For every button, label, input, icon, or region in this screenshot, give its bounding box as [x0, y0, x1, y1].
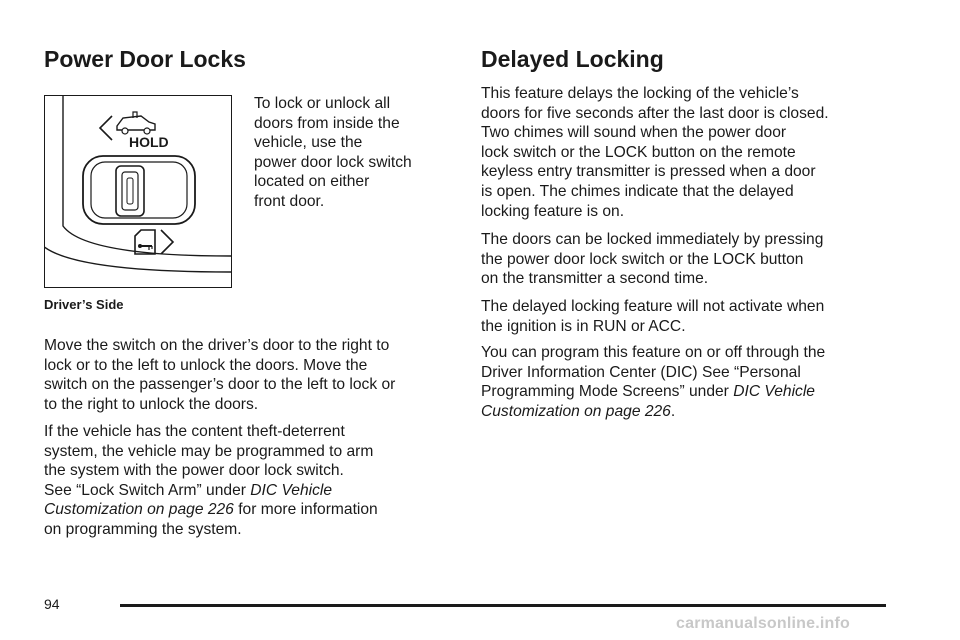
figure-caption: Driver’s Side: [44, 297, 124, 312]
footer-rule: [120, 604, 886, 607]
door-lock-icon: [135, 230, 155, 254]
delayed-locking-paragraph-3: The delayed locking feature will not activate when the ignition is in RUN or ACC.: [481, 298, 825, 335]
unlock-arrow-icon: [100, 116, 112, 140]
delayed-locking-paragraph-4: You can program this feature on or off through the Driver Information Center (DIC) See “Personal Programming Mode Screens” under DIC Vehicle Customization on page 226.: [481, 344, 826, 420]
door-lock-switch-illustration: [44, 95, 232, 288]
intro-paragraph: To lock or unlock all doors from inside the vehicle, use the power door lock switch located on either front door.: [254, 95, 412, 210]
dic-customization-link-right[interactable]: DIC Vehicle: [733, 383, 815, 401]
dic-customization-link-right-cont[interactable]: Customization on page 226: [481, 402, 671, 420]
switch-direction-paragraph: Move the switch on the driver’s door to the right to lock or to the left to unlock the doors. Move the switch on the passenger’s door to the left to lock or to the right to unlock the doors.: [44, 337, 396, 413]
dic-customization-link[interactable]: DIC Vehicle: [250, 481, 333, 499]
page-number: 94: [44, 596, 60, 612]
delayed-locking-paragraph-1: This feature delays the locking of the vehicle’s doors for five seconds after the last door is closed. Two chimes will sound when the power door lock switch or the LOCK button on the remote keyless entry transmitter is pressed when a door is open. The chimes indicate that the delayed locking feature is on.: [481, 85, 829, 220]
lock-arrow-icon: [161, 230, 173, 254]
car-key-icon: [117, 112, 155, 134]
watermark-text: carmanualsonline.info: [676, 615, 851, 632]
section-title-power-door-locks: Power Door Locks: [44, 46, 246, 72]
door-lock-switch-diagram: [45, 96, 231, 286]
hold-label: HOLD: [129, 134, 169, 150]
dic-customization-link-cont[interactable]: Customization on page 226: [44, 501, 234, 519]
lock-switch-rocker[interactable]: [116, 166, 144, 216]
section-title-delayed-locking: Delayed Locking: [481, 46, 664, 72]
delayed-locking-paragraph-2: The doors can be locked immediately by pressing the power door lock switch or the LOCK button on the transmitter a second time.: [481, 231, 824, 288]
theft-deterrent-paragraph: If the vehicle has the content theft-deterrent system, the vehicle may be programmed to arm the system with the power door lock switch. See “Lock Switch Arm” under DIC Vehicle Customization on page 226 for more information on programming the system.: [44, 423, 378, 538]
